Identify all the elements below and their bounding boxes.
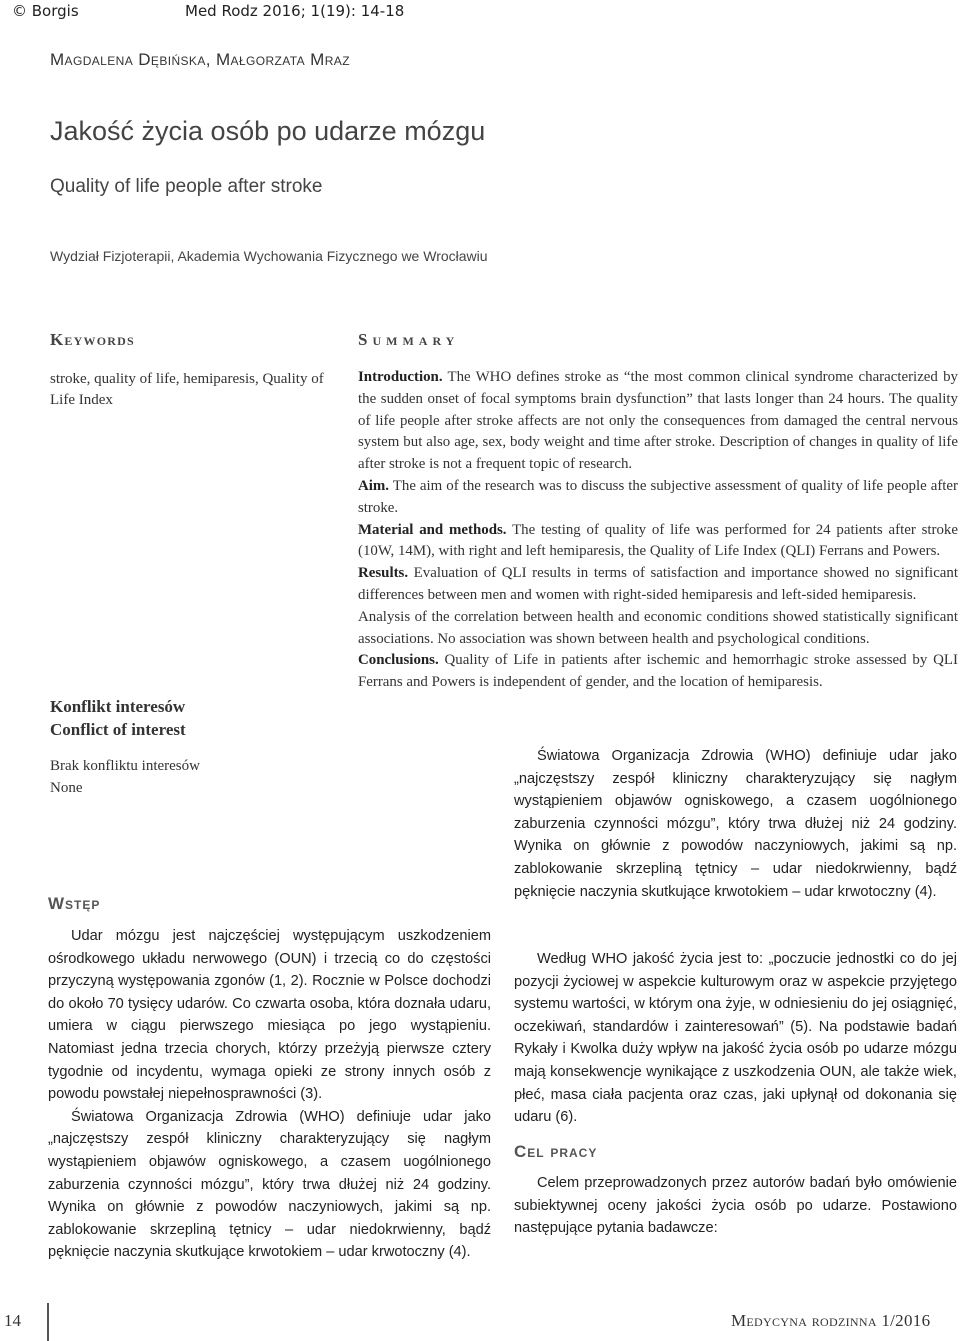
conflict-text — [50, 756, 200, 799]
page-number: 14 — [4, 1311, 21, 1330]
intro-paragraph-2-part-2: Światowa Organizacja Zdrowia (WHO) definiuje udar jako „najczęstszy zespół kliniczny charakteryzujący się nagłym wystąpieniem objawów ogniskowego, a czasem uogólnionego zaburzenia czynności mózgu”, który trwa dłużej niż 24 godziny. Wynika on głównie z powodów naczyniowych, jakimi są np. zablokowanie skrzepliną tętnicy – udar niedokrwienny, bądź pęknięcie naczynia skutkujące krwotokiem – udar krwotoczny (4). — [514, 748, 957, 900]
aim-section-heading: Cel pracy — [514, 1142, 598, 1161]
aim-section-body — [514, 1172, 957, 1240]
keywords-text: stroke, quality of life, hemiparesis, Quality of Life Index — [50, 371, 324, 408]
intro-column-right-continuation — [514, 748, 957, 948]
aim-text: The aim of the research was to discuss the subjective assessment of quality of life people after stroke. — [358, 477, 958, 516]
journal-footer: Medycyna rodzinna 1/2016 — [731, 1311, 931, 1330]
results-label: Results. — [358, 565, 409, 582]
keywords-heading: Keywords — [50, 330, 135, 349]
intro-paragraph-2-part-1: Światowa Organizacja Zdrowia (WHO) definiuje udar jako „najczęstszy zespół kliniczny charakteryzujący się nagłym wystąpieniem objawów ogniskowego, a czasem uogólnionego zaburzenia czynności mózgu”, który trwa dłużej niż 24 godziny. Wynika on głównie z powodów naczyniowych, jakimi są np. zablokowanie skrzepliną tętnicy – udar niedokrwienny, bądź pęknięcie naczynia skutkujące krwotokiem – udar krwotoczny (4). — [48, 1108, 491, 1261]
results-text: Evaluation of QLI results in terms of satisfaction and importance showed no significant differences between men and women with right-sided hemiparesis and left-sided hemiparesis. — [358, 565, 958, 603]
conflict-text-en: None — [50, 779, 83, 796]
summary-introduction — [358, 367, 958, 476]
intro-paragraph-1: Udar mózgu jest najczęściej występującym uszkodzeniem ośrodkowego układu nerwowego (OUN) i trzecią co do częstości przyczyną występowania zgonów (1, 2). Rocznie w Polsce dochodzi do około 70 tysięcy udarów. Co czwarta osoba, która doznała udaru, umiera w ciągu pierwszego miesiąca po jego wystąpieniu. Natomiast jedna trzecia chorych, którzy przeżyją pierwsze cztery tygodnie od incydentu, wymaga opieki ze strony innych osób z powodu powstałej niepełnosprawności (3). — [48, 928, 491, 1103]
intro-section-heading: Wstęp — [48, 894, 101, 913]
copyright-notice: © Borgis — [12, 2, 79, 20]
title-english: Quality of life people after stroke — [50, 176, 323, 197]
conclusions-label: Conclusions. — [358, 652, 439, 669]
introduction-label: Introduction. — [358, 369, 443, 385]
summary-results-2: Analysis of the correlation between health and economic conditions showed statistically significant associations. No association was shown between health and psychological conditions. — [358, 608, 958, 647]
intro-column-right — [514, 948, 957, 1129]
aim-paragraph-1: Celem przeprowadzonych przez autorów badań było omówienie subiektywnej oceny jakości życia osób po udarze. Postawiono następujące pytania badawcze: — [514, 1175, 957, 1237]
summary-results — [358, 563, 958, 607]
summary-heading: Summary — [358, 330, 460, 349]
conflict-heading-pl: Konflikt interesów — [50, 697, 186, 716]
methods-label: Material and methods. — [358, 521, 507, 538]
summary-conclusions — [358, 650, 958, 694]
summary-aim — [358, 476, 958, 520]
citation: Med Rodz 2016; 1(19): 14-18 — [185, 2, 405, 20]
affiliation: Wydział Fizjoterapii, Akademia Wychowania Fizycznego we Wrocławiu — [50, 248, 488, 264]
methods-text: The testing of quality of life was performed for 24 patients after stroke (10W, 14M), with right and left hemiparesis, the Quality of Life Index (QLI) Ferrans and Powers. — [358, 521, 958, 560]
summary-methods — [358, 520, 958, 564]
footer-divider — [47, 1303, 49, 1341]
summary-body — [358, 367, 958, 694]
intro-paragraph-3: Według WHO jakość życia jest to: „poczucie jednostki co do jej pozycji życiowej w aspekcie kulturowym oraz w aspekcie przyjętego systemu wartości, w którym ona żyje, w odniesieniu do jej osiągnięć, oczekiwań, standardów i zainteresowań” (5). Na podstawie badań Rykały i Kwolka duży wpływ na jakość życia osób po udarze mózgu mają konsekwencje wynikające z uszkodzenia OUN, ale także wiek, płeć, masa ciała pacjenta oraz czas, jaki upłynął od dokonania się udaru (6). — [514, 951, 957, 1126]
aim-label: Aim. — [358, 477, 390, 494]
conflict-heading — [50, 695, 186, 741]
conflict-text-pl: Brak konfliktu interesów — [50, 758, 200, 774]
introduction-text: The WHO defines stroke as “the most common clinical syndrome characterized by the sudden onset of focal symptoms brain dysfunction” that lasts longer than 24 hours. The quality of life people after stroke affects are not only the consequences from damaged the central nervous system but also age, sex, body weight and time after stroke. Description of changes in quality of life after stroke is not a frequent topic of research. — [358, 369, 958, 473]
authors: Magdalena Dębińska, Małgorzata Mraz — [50, 50, 350, 69]
conflict-heading-en: Conflict of interest — [50, 720, 186, 739]
title-polish: Jakość życia osób po udarze mózgu — [50, 116, 486, 146]
intro-column-left — [48, 925, 491, 1263]
conclusions-text: Quality of Life in patients after ischemic and hemorrhagic stroke assessed by QLI Ferrans and Powers is independent of gender, and the location of hemiparesis. — [358, 652, 958, 691]
